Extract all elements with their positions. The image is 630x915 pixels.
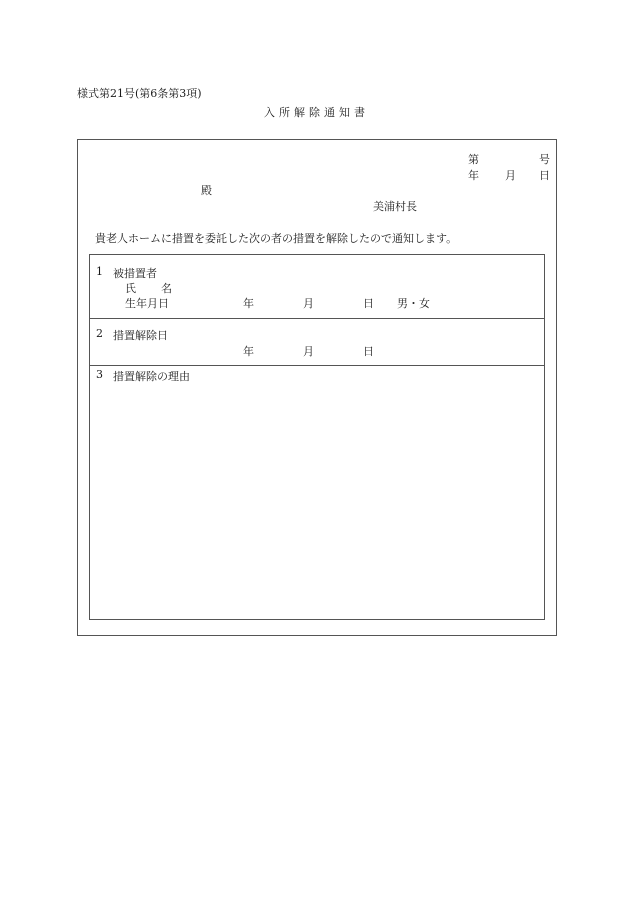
table-divider-2 [89,365,544,366]
number-suffix: 号 [539,153,550,166]
release-day: 日 [363,345,374,358]
section3-number: 3 [96,368,103,381]
body-text: 貴老人ホームに措置を委託した次の者の措置を解除したので通知します。 [95,232,458,245]
document-title: 入所解除通知書 [264,106,369,119]
release-year: 年 [243,345,254,358]
number-prefix: 第 [468,153,479,166]
name-label-1: 氏 [125,282,136,295]
table-divider-1 [89,318,544,319]
release-month: 月 [303,345,314,358]
birth-day: 日 [363,297,374,310]
sender-name: 美浦村長 [373,200,417,213]
name-label-2: 名 [161,282,172,295]
section1-number: 1 [96,265,103,278]
section2-heading: 措置解除日 [113,329,168,342]
sex-field: 男・女 [397,297,430,310]
section2-number: 2 [96,327,103,340]
date-month: 月 [505,169,516,182]
birth-month: 月 [303,297,314,310]
form-number: 様式第21号(第6条第3項) [77,87,202,100]
addressee-suffix: 殿 [201,184,212,197]
date-day: 日 [539,169,550,182]
date-year: 年 [468,169,479,182]
birth-label: 生年月日 [125,297,169,310]
section3-heading: 措置解除の理由 [113,370,190,383]
section1-heading: 被措置者 [113,267,157,280]
birth-year: 年 [243,297,254,310]
